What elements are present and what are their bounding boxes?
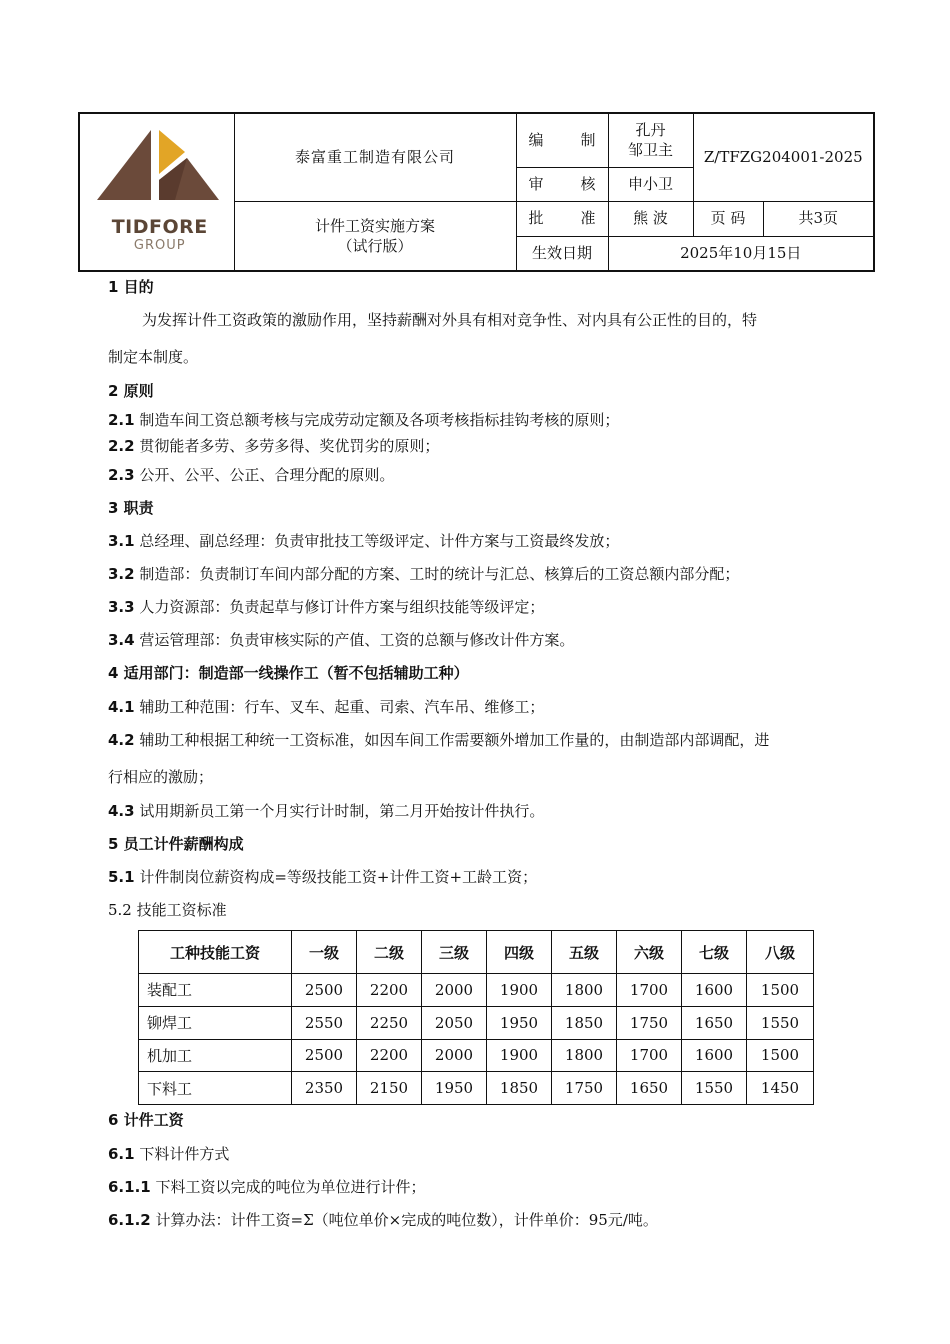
table-cell-wage: 1800	[552, 1039, 617, 1072]
table-row	[139, 1006, 814, 1039]
page-value: 共3页	[763, 201, 874, 236]
section-1-title: 1 目的	[108, 278, 154, 296]
table-cell-wage: 1700	[617, 1039, 682, 1072]
table-cell-wage: 1750	[617, 1006, 682, 1039]
table-cell-wage: 2200	[357, 1039, 422, 1072]
table-cell-wage: 1800	[552, 974, 617, 1007]
clause-2-3: 2.3 公开、公平、公正、合理分配的原则。	[108, 466, 395, 484]
table-header-trade: 工种技能工资	[139, 931, 292, 974]
effective-value: 2025年10月15日	[608, 236, 874, 271]
table-cell-wage: 2500	[292, 974, 357, 1007]
clause-3-1: 3.1 总经理、副总经理：负责审批技工等级评定、计件方案与工资最终发放；	[108, 532, 620, 550]
table-cell-wage: 2000	[422, 974, 487, 1007]
table-cell-wage: 1600	[682, 974, 747, 1007]
effective-label: 生效日期	[516, 236, 608, 271]
table-cell-wage: 1550	[747, 1006, 814, 1039]
review-label: 审 核	[516, 167, 608, 201]
approve-value: 熊 波	[608, 201, 693, 236]
clause-4-2-line2: 行相应的激励；	[108, 768, 214, 786]
table-cell-wage: 1600	[682, 1039, 747, 1072]
table-cell-wage: 1500	[747, 1039, 814, 1072]
doc-title: 计件工资实施方案 （试行版）	[234, 201, 516, 271]
page-label: 页 码	[693, 201, 763, 236]
section-2-title: 2 原则	[108, 382, 154, 400]
section-1-para-line2: 制定本制度。	[108, 348, 199, 366]
compile-label: 编 制	[516, 113, 608, 167]
table-cell-wage: 1450	[747, 1072, 814, 1105]
clause-6-1: 6.1 下料计件方式	[108, 1145, 230, 1163]
table-cell-wage: 1700	[617, 974, 682, 1007]
table-header-level: 一级	[292, 931, 357, 974]
table-header-level: 四级	[487, 931, 552, 974]
table-cell-wage: 1850	[487, 1072, 552, 1105]
table-cell-wage: 2500	[292, 1039, 357, 1072]
clause-3-2: 3.2 制造部：负责制订车间内部分配的方案、工时的统计与汇总、核算后的工资总额内部分配；	[108, 565, 740, 583]
company-name: 泰富重工制造有限公司	[234, 113, 516, 201]
table-cell-wage: 1650	[617, 1072, 682, 1105]
table-cell-wage: 1750	[552, 1072, 617, 1105]
clause-2-1: 2.1 制造车间工资总额考核与完成劳动定额及各项考核指标挂钩考核的原则；	[108, 411, 620, 429]
clause-4-3: 4.3 试用期新员工第一个月实行计时制，第二月开始按计件执行。	[108, 802, 545, 820]
clause-3-3: 3.3 人力资源部：负责起草与修订计件方案与组织技能等级评定；	[108, 598, 545, 616]
table-header-level: 七级	[682, 931, 747, 974]
table-cell-wage: 2000	[422, 1039, 487, 1072]
doc-code: Z/TFZG204001-2025	[693, 113, 874, 201]
clause-4-2-line1: 4.2 辅助工种根据工种统一工资标准，如因车间工作需要额外增加工作量的，由制造部内部调配，进	[108, 731, 770, 749]
table-cell-wage: 1900	[487, 974, 552, 1007]
table-cell-wage: 1900	[487, 1039, 552, 1072]
table-cell-wage: 2150	[357, 1072, 422, 1105]
clause-3-4: 3.4 营运管理部：负责审核实际的产值、工资的总额与修改计件方案。	[108, 631, 575, 649]
table-cell-wage: 1550	[682, 1072, 747, 1105]
section-4-title: 4 适用部门：制造部一线操作工（暂不包括辅助工种）	[108, 664, 469, 682]
table-cell-trade: 装配工	[139, 974, 292, 1007]
table-header-level: 三级	[422, 931, 487, 974]
section-3-title: 3 职责	[108, 499, 154, 517]
review-value: 申小卫	[608, 167, 693, 201]
logo-subword: GROUP	[133, 238, 186, 253]
clause-4-1: 4.1 辅助工种范围：行车、叉车、起重、司索、汽车吊、维修工；	[108, 698, 545, 716]
section-5-title: 5 员工计件薪酬构成	[108, 835, 244, 853]
table-header-level: 六级	[617, 931, 682, 974]
table-cell-trade: 铆焊工	[139, 1006, 292, 1039]
table-cell-wage: 1850	[552, 1006, 617, 1039]
table-cell-wage: 2050	[422, 1006, 487, 1039]
table-cell-wage: 1500	[747, 974, 814, 1007]
document-header-table	[78, 112, 875, 272]
table-header-level: 五级	[552, 931, 617, 974]
table-cell-wage: 1950	[487, 1006, 552, 1039]
skill-wage-table	[138, 930, 814, 1105]
table-cell-wage: 1950	[422, 1072, 487, 1105]
table-header-level: 二级	[357, 931, 422, 974]
table-cell-trade: 下料工	[139, 1072, 292, 1105]
clause-5-2: 5.2 技能工资标准	[108, 901, 227, 919]
logo-triangle-icon	[87, 122, 227, 217]
compile-value: 孔丹 邹卫主	[608, 113, 693, 167]
table-row	[139, 1039, 814, 1072]
company-logo	[87, 122, 227, 262]
table-cell-wage: 2350	[292, 1072, 357, 1105]
section-6-title: 6 计件工资	[108, 1111, 184, 1129]
table-cell-wage: 2250	[357, 1006, 422, 1039]
table-header-row	[139, 931, 814, 974]
section-1-para-line1: 为发挥计件工资政策的激励作用，坚持薪酬对外具有相对竞争性、对内具有公正性的目的，特	[142, 311, 758, 329]
clause-2-2: 2.2 贯彻能者多劳、多劳多得、奖优罚劣的原则；	[108, 437, 440, 455]
table-cell-wage: 1650	[682, 1006, 747, 1039]
table-cell-wage: 2200	[357, 974, 422, 1007]
table-row	[139, 1072, 814, 1105]
table-cell-wage: 2550	[292, 1006, 357, 1039]
approve-label: 批 准	[516, 201, 608, 236]
clause-6-1-1: 6.1.1 下料工资以完成的吨位为单位进行计件；	[108, 1178, 426, 1196]
logo-cell	[79, 113, 234, 271]
logo-wordmark: TIDFORE	[111, 216, 208, 238]
table-row	[139, 974, 814, 1007]
table-header-level: 八级	[747, 931, 814, 974]
table-cell-trade: 机加工	[139, 1039, 292, 1072]
clause-6-1-2: 6.1.2 计算办法：计件工资=Σ（吨位单价×完成的吨位数），计件单价：95元/吨。	[108, 1211, 658, 1229]
clause-5-1: 5.1 计件制岗位薪资构成=等级技能工资+计件工资+工龄工资；	[108, 868, 538, 886]
